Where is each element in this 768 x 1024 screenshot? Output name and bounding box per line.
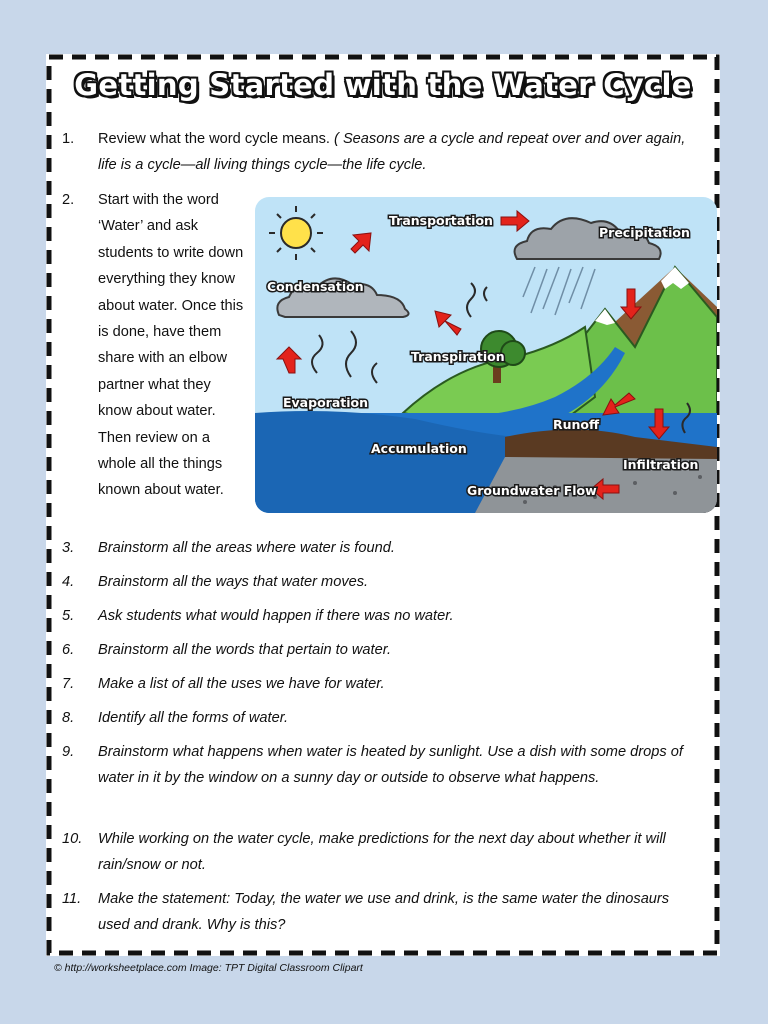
list-item-6	[62, 637, 702, 663]
item-number: 1.	[62, 131, 75, 147]
list-item-11	[62, 886, 702, 939]
page-title: Getting Started with the Water Cycle	[74, 68, 692, 102]
water-cycle-diagram	[255, 197, 717, 513]
item-text: Make a list of all the uses we have for water.	[98, 676, 385, 692]
item-number: 9.	[62, 744, 75, 760]
item-text: Start with the word ‘Water’ and ask students to write down everything they know about water. Once this is done, have them share with an elbow partner what they know about water. Then review on a whole all the things known about water.	[98, 192, 244, 499]
item-number: 8.	[62, 710, 75, 726]
label-runoff: Runoff	[553, 417, 600, 432]
water-cycle-illustration	[255, 197, 717, 513]
item-lead: Review what the word cycle means.	[98, 131, 330, 147]
label-transpiration: Transpiration	[411, 349, 505, 364]
label-groundwater-flow: Groundwater Flow	[467, 483, 597, 498]
item-text: Make the statement: Today, the water we use and drink, is the same water the dinosaurs used and drank. Why is this?	[98, 891, 670, 934]
worksheet-page	[46, 54, 720, 956]
item-number: 5.	[62, 608, 75, 624]
list-item-8	[62, 705, 702, 731]
item-text: Brainstorm what happens when water is heated by sunlight. Use a dish with some drops of water in it by the window on a sunny day or outside to observe what happens.	[98, 744, 683, 787]
list-item-5	[62, 603, 702, 629]
item-number: 6.	[62, 642, 75, 658]
item-text: While working on the water cycle, make predictions for the next day about whether it will rain/snow or not.	[98, 831, 666, 874]
item-text: ( Seasons are a cycle and repeat over and over again, life is a cycle—all living things cycle—the life cycle.	[98, 131, 686, 174]
item-number: 2.	[62, 192, 75, 208]
label-evaporation: Evaporation	[283, 395, 369, 410]
item-number: 3.	[62, 540, 75, 556]
label-condensation: Condensation	[267, 279, 364, 294]
label-transportation: Transportation	[389, 213, 493, 228]
label-precipitation: Precipitation	[599, 225, 690, 240]
label-accumulation: Accumulation	[371, 441, 467, 456]
list-item-9	[62, 739, 702, 792]
list-item-1	[62, 126, 702, 179]
item-text: Ask students what would happen if there was no water.	[98, 608, 454, 624]
list-item-4	[62, 569, 702, 595]
item-number: 7.	[62, 676, 75, 692]
item-number: 10.	[62, 831, 83, 847]
item-number: 4.	[62, 574, 75, 590]
item-text: Brainstorm all the ways that water moves.	[98, 574, 369, 590]
item-number: 11.	[62, 891, 82, 907]
list-item-7	[62, 671, 702, 697]
list-item-10	[62, 826, 702, 879]
footer-credit: © http://worksheetplace.com Image: TPT Digital Classroom Clipart	[54, 962, 363, 974]
item-text: Identify all the forms of water.	[98, 710, 289, 726]
item-text: Brainstorm all the areas where water is found.	[98, 540, 395, 556]
label-infiltration: Infiltration	[623, 457, 699, 472]
list-item-3	[62, 535, 702, 561]
item-text: Brainstorm all the words that pertain to water.	[98, 642, 392, 658]
